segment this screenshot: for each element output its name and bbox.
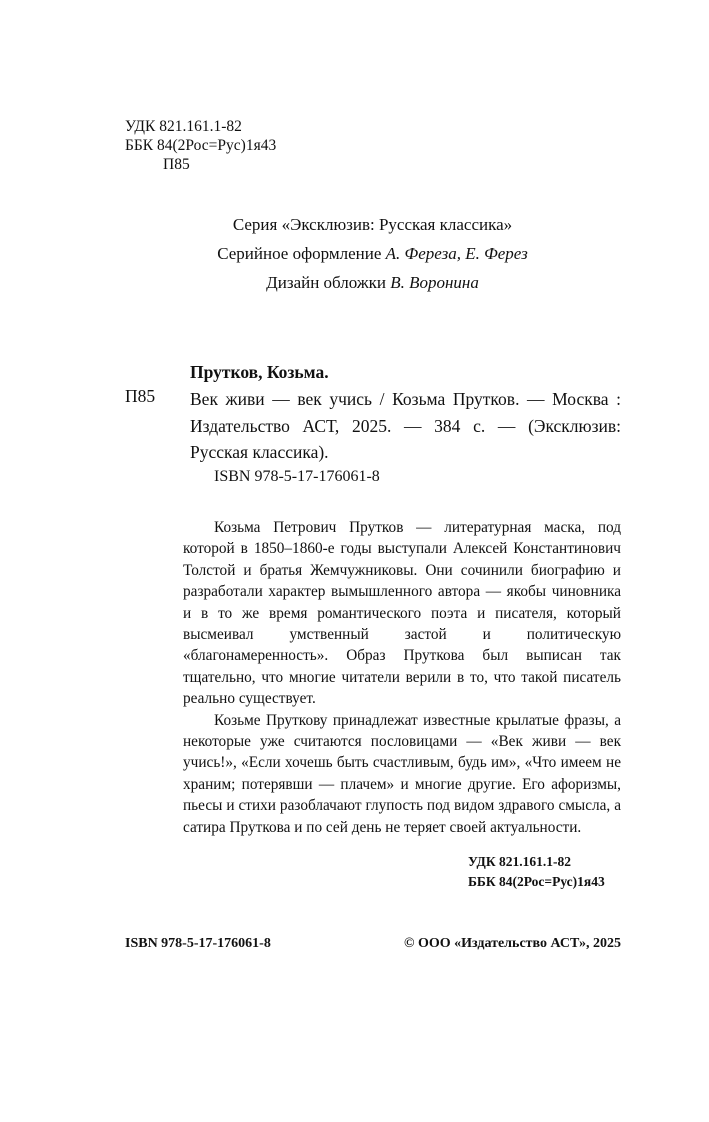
- udk-code: УДК 821.161.1-82: [125, 118, 242, 135]
- bibliographic-description: Век живи — век учись / Козьма Прутков. — Москва : Издательство АСТ, 2025. — 384 с. — (Эксклюзив: Русская классика).: [190, 389, 621, 462]
- cover-design-names: В. Воронина: [390, 273, 479, 292]
- record-author: Прутков, Козьма.: [190, 362, 329, 382]
- cover-design-label: Дизайн обложки: [266, 273, 391, 292]
- annotation: [183, 517, 621, 838]
- catalog-codes: [125, 117, 276, 174]
- classification-codes: [468, 852, 605, 892]
- series-title: Серия «Эксклюзив: Русская классика»: [232, 215, 513, 234]
- annotation-paragraph-2: Козьме Пруткову принадлежат известные крылатые фразы, а некоторые уже считаются пословицами — «Век живи — век учись!», «Если хочешь быть счастливым, будь им», «Что имеем не храним; потерявши — плачем» и многие другие. Его афоризмы, пьесы и стихи разоблачают глупость под видом здравого смысла, а сатира Пруткова и по сей день не теряет своей актуальности.: [183, 711, 621, 836]
- bbk-code-bottom: ББК 84(2Рос=Рус)1я43: [468, 874, 605, 889]
- cover-design-credit: [0, 268, 709, 297]
- series-design-credit: [0, 239, 709, 268]
- series-design-label: Серийное оформление: [217, 244, 386, 263]
- bbk-code: ББК 84(2Рос=Рус)1я43: [125, 137, 277, 154]
- udk-code-bottom: УДК 821.161.1-82: [468, 854, 571, 869]
- copyright: © ООО «Издательство АСТ», 2025: [403, 936, 621, 951]
- record-isbn: ISBN 978-5-17-176061-8: [214, 468, 380, 485]
- series-info: [0, 210, 709, 297]
- record-code: П85: [125, 386, 156, 406]
- footer-isbn: ISBN 978-5-17-176061-8: [125, 936, 271, 951]
- author-mark: П85: [163, 156, 190, 173]
- annotation-paragraph-1: Козьма Петрович Прутков — литературная маска, под которой в 1850–1860-е годы выступали Алексей Константинович Толстой и братья Жемчужниковы. Они сочинили биографию и разработали характер вымышленного автора — якобы чиновника и в то же время романтического поэта и писателя, который высмеивал умственный застой и политическую «благонамеренность». Образ Пруткова был выписан так тщательно, что многие читатели верили в то, что такой писатель реально существует.: [183, 519, 621, 708]
- series-design-names: А. Фереза, Е. Ферез: [385, 244, 528, 263]
